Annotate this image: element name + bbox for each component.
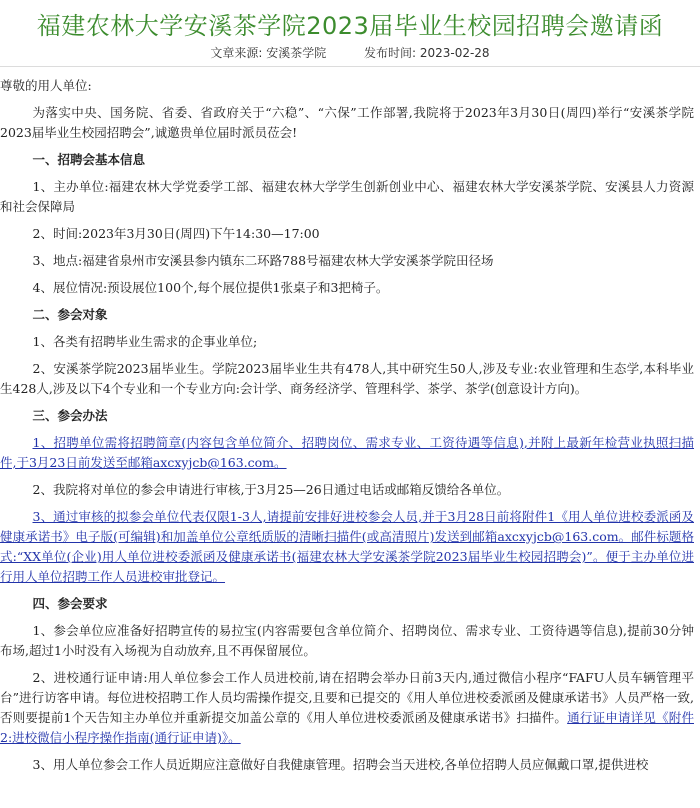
s4-item-2 <box>0 668 694 748</box>
s2-item-1: 1、各类有招聘毕业生需求的企事业单位; <box>32 334 258 349</box>
date-label: 发布时间: <box>363 46 416 60</box>
header-divider <box>0 66 700 67</box>
article-meta <box>0 44 700 61</box>
source-value: 安溪茶学院 <box>266 46 327 60</box>
s1-item-3: 3、地点:福建省泉州市安溪县参内镇东二环路788号福建农林大学安溪茶学院田径场 <box>32 253 494 268</box>
s1-item-1: 1、主办单位:福建农林大学党委学工部、福建农林大学学生创新创业中心、福建农林大学安溪茶学院、安溪县人力资源和社会保障局 <box>0 179 694 214</box>
section-3-heading: 三、参会办法 <box>32 408 108 423</box>
greeting: 尊敬的用人单位: <box>0 78 92 93</box>
intro-paragraph: 为落实中央、国务院、省委、省政府关于“六稳”、“六保”工作部署,我院将于2023年3月30日(周四)举行“安溪茶学院2023届毕业生校园招聘会”,诚邀贵单位届时派员莅会! <box>0 105 694 140</box>
s4-item-2-text: 2、进校通行证申请:用人单位参会工作人员进校前,请在招聘会举办日前3天内,通过微信小程序“FAFU人员车辆管理平台”进行访客申请。每位进校招聘工作人员均需操作提交,且要和已提交的《用人单位进校委派函及健康承诺书》人员严格一致,否则要提前1个天告知主办单位并重新提交加盖公章的《用人单位进校委派函及健康承诺书》扫描件。 <box>0 670 694 725</box>
s1-item-4: 4、展位情况:预设展位100个,每个展位提供1张桌子和3把椅子。 <box>32 280 389 295</box>
s3-item-2: 2、我院将对单位的参会申请进行审核,于3月25—26日通过电话或邮箱反馈给各单位。 <box>32 482 510 497</box>
source-label: 文章来源: <box>210 46 263 60</box>
s4-item-3: 3、用人单位参会工作人员近期应注意做好自我健康管理。招聘会当天进校,各单位招聘人员应佩戴口罩,提供进校 <box>32 757 649 772</box>
article-body <box>0 76 694 782</box>
article-title: 福建农林大学安溪茶学院2023届毕业生校园招聘会邀请函 <box>36 12 664 40</box>
pass-guide-link[interactable]: 通行证申请详见《附件2:进校微信小程序操作指南(通行证申请)》。 <box>0 710 694 745</box>
s4-item-1: 1、参会单位应准备好招聘宣传的易拉宝(内容需要包含单位简介、招聘岗位、需求专业、工资待遇等信息),提前30分钟布场,超过1小时没有入场视为自动放弃,且不再保留展位。 <box>0 623 694 658</box>
section-1-heading: 一、招聘会基本信息 <box>32 152 146 167</box>
section-4-heading: 四、参会要求 <box>32 596 108 611</box>
s3-item-1-link[interactable]: 1、招聘单位需将招聘简章(内容包含单位简介、招聘岗位、需求专业、工资待遇等信息),并附上最新年检营业执照扫描件,于3月23日前发送至邮箱axcxyjcb@163.com。 <box>0 435 694 470</box>
s2-item-2: 2、安溪茶学院2023届毕业生。学院2023届毕业生共有478人,其中研究生50人,涉及专业:农业管理和生态学,本科毕业生428人,涉及以下4个专业和一个专业方向:会计学、商务经济学、管理科学、茶学、茶学(创意设计方向)。 <box>0 361 694 396</box>
section-2-heading: 二、参会对象 <box>32 307 108 322</box>
date-value: 2023-02-28 <box>419 46 490 60</box>
s1-item-2: 2、时间:2023年3月30日(周四)下午14:30—17:00 <box>32 226 320 241</box>
s3-item-3-link[interactable]: 3、通过审核的拟参会单位代表仅限1-3人,请提前安排好进校参会人员,并于3月28日前将附件1《用人单位进校委派函及健康承诺书》电子版(可编辑)和加盖单位公章纸质版的清晰扫描件(或高清照片)发送到邮箱axcxyjcb@163.com。邮件标题格式:“XX单位(企业)用人单位进校委派函及健康承诺书(福建农林大学安溪茶学院2023届毕业生校园招聘会)”。便于主办单位进行用人单位招聘工作人员进校审批登记。 <box>0 509 694 584</box>
